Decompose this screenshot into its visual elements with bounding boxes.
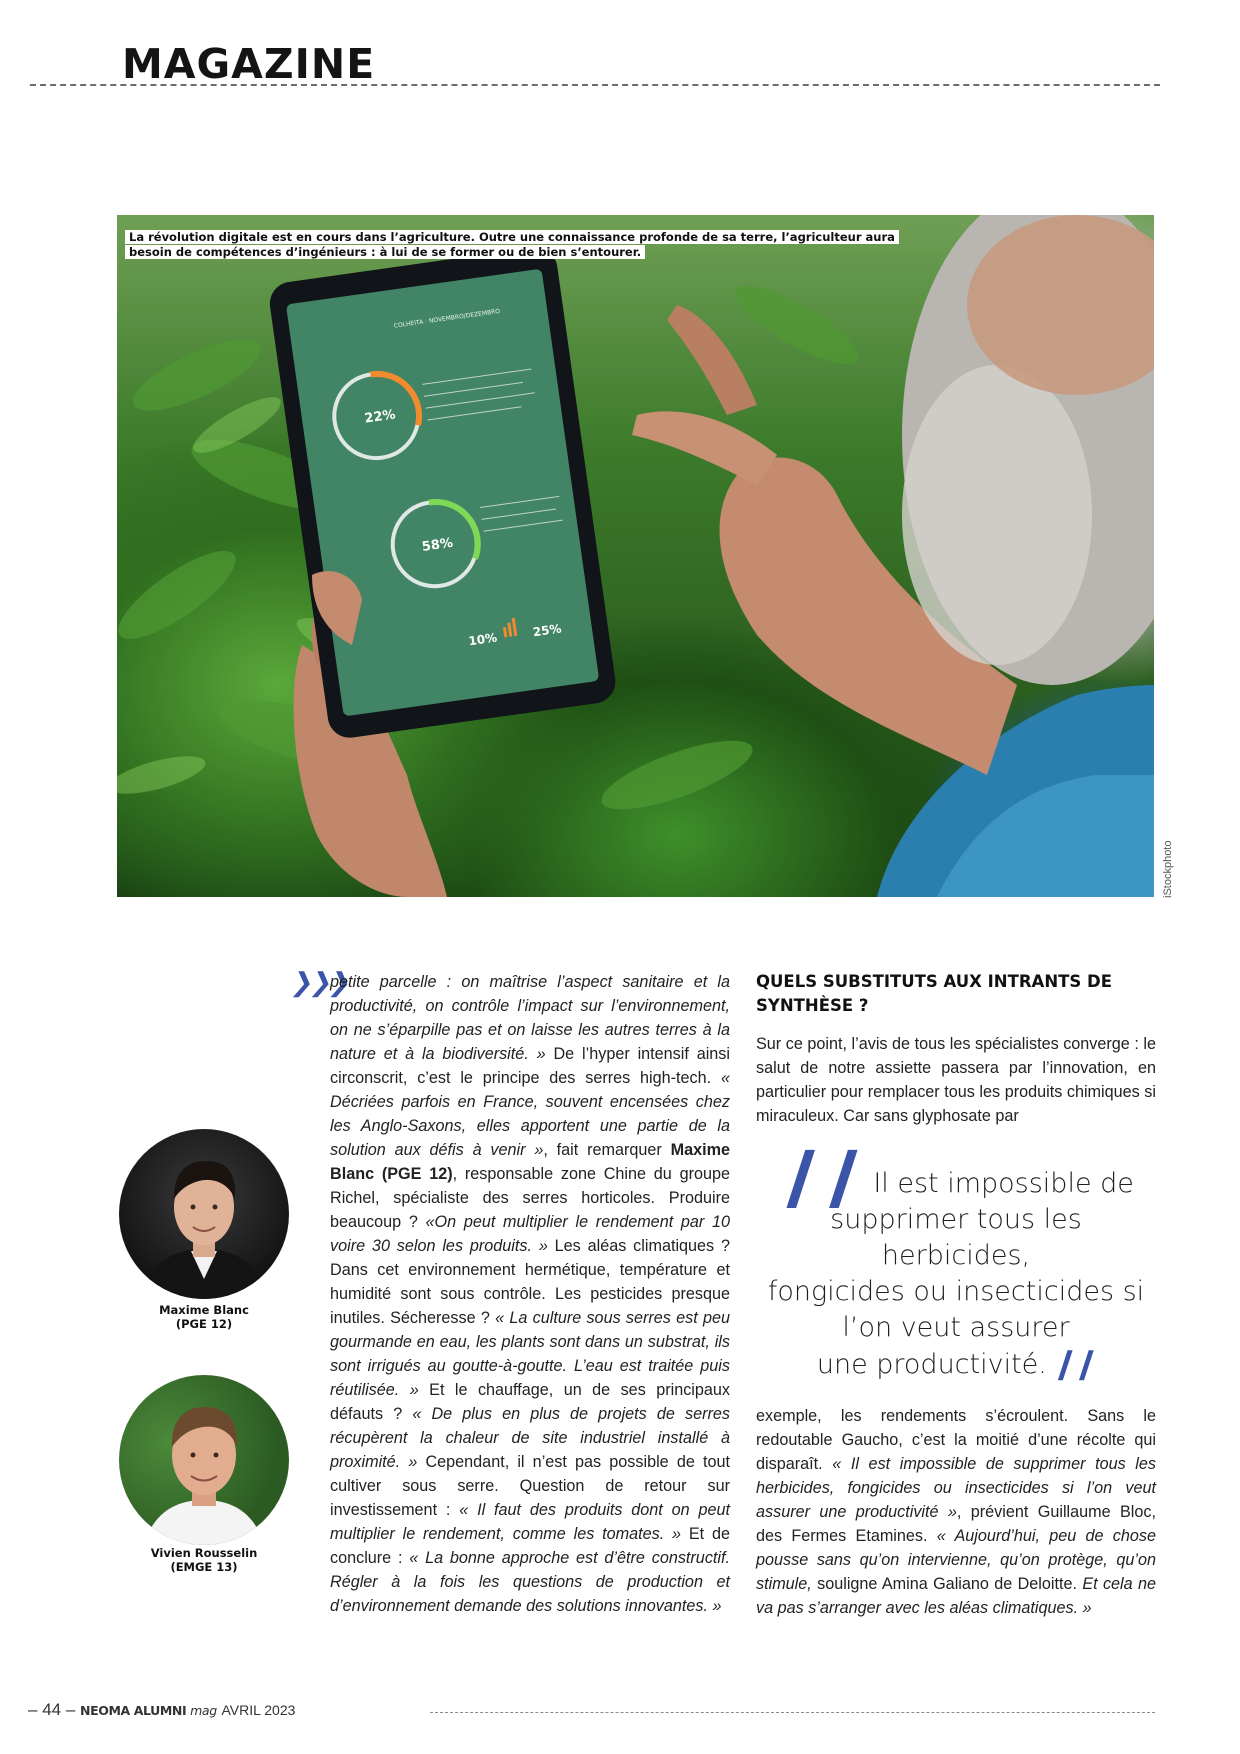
page-number: 44 xyxy=(42,1700,62,1719)
photo-caption xyxy=(125,230,899,260)
pull-quote-line-2: supprimer tous les herbicides, xyxy=(830,1204,1082,1271)
column-1-text: petite parcelle : on maîtrise l’aspect sanitaire et la productivité, on contrôle l’impact sur l’environnement, on ne s’éparpille pas et on laisse les autres terres à la nature et à la biodiversité. » De l’hyper intensif ainsi circonscrit, c’est le principe des serres high-tech. « Décriées parfois en France, souvent encensées chez les Anglo-Saxons, elles apportent une partie de la solution aux défis à venir », fait remarquer Maxime Blanc (PGE 12), responsable zone Chine du groupe Richel, spécialiste des serres horticoles. Produire beaucoup ? «On peut multiplier le rendement par 10 voire 30 selon les produits. » Les aléas climatiques ? Dans cet environnement hermétique, température et humidité sont sous contrôle. Les pesticides presque inutiles. Sécheresse ? « La culture sous serres est peu gourmande en eau, les plants sont dans un substrat, ils sont irrigués au goutte-à-goutte. L’eau est traitée puis réutilisée. » Et le chauffage, un de ses principaux défauts ? « De plus en plus de projets de serres récupèrent la chaleur de site industriel installé à proximité. » Cependant, il n’est pas possible de tout cultiver sous serre. Question de retour sur investissement : « Il faut des produits dont on peut multiplier le rendement, comme les tomates. » Et de conclure : « La bonne approche est d’être constructif. Régler à la fois les questions de production et d’environnement demande des solutions innovantes. » xyxy=(330,973,731,1615)
person-mention: Maxime Blanc (PGE 12) xyxy=(330,1141,730,1183)
column-2-text-bottom: exemple, les rendements s’écroulent. Sans le redoutable Gaucho, c’est la moitié d’une récolte qui disparaît. « Il est impossible de supprimer tous les herbicides, fongicides ou insecticides si l’on veut assurer une productivité », prévient Guillaume Bloc, des Fermes Etamines. « Aujourd’hui, peu de chose pousse sans qu’on intervienne, qu’on protège, qu’on stimule, souligne Amina Galiano de Deloitte. Et cela ne va pas s’arranger avec les aléas climatiques. » xyxy=(756,1407,1156,1617)
person-tag: (PGE 12) xyxy=(175,1317,233,1331)
caption-line-2: besoin de compétences d’ingénieurs : à lui de se former ou de bien s’entourer. xyxy=(125,245,645,259)
person-name: Maxime Blanc xyxy=(159,1303,249,1317)
article-column-2-bottom xyxy=(756,1404,1156,1620)
article-column-2-top xyxy=(756,1032,1156,1128)
column-2-text-top: Sur ce point, l’avis de tous les spécialistes converge : le salut de notre assiette passera par l’innovation, en particulier pour remplacer tous les produits chimiques si miraculeux. Car sans glyphosate par xyxy=(756,1035,1156,1125)
pull-quote-line-5: une productivité. xyxy=(816,1349,1047,1380)
section-title: MAGAZINE xyxy=(122,40,376,88)
tablet-gauge-1: 22% xyxy=(363,407,397,427)
pull-quote-line-3: fongicides ou insecticides si xyxy=(767,1276,1145,1307)
person-tag: (EMGE 13) xyxy=(170,1560,238,1574)
caption-maxime-blanc xyxy=(119,1303,289,1331)
photo-illustration xyxy=(117,215,1154,897)
pull-quote-line-1: Il est impossible de xyxy=(873,1168,1134,1199)
tablet-gauge-2: 58% xyxy=(420,535,454,555)
tablet-stat-1: 10% xyxy=(467,630,498,649)
issue-date: AVRIL 2023 xyxy=(221,1702,296,1718)
page-dash-right: – xyxy=(61,1700,81,1719)
footer-divider xyxy=(430,1712,1155,1713)
avatar-vivien-rousselin xyxy=(119,1375,289,1545)
open-quote-icon: ❙❙ xyxy=(767,1140,875,1208)
article-column-1 xyxy=(330,970,730,1618)
tablet-header: COLHEITA · NOVEMBRO/DEZEMBRO xyxy=(393,307,501,330)
close-quote-icon: ❙❙ xyxy=(1047,1346,1102,1381)
brand-name: NEOMA ALUMNI mag xyxy=(80,1703,217,1718)
header-divider xyxy=(30,84,1160,86)
avatar-maxime-blanc xyxy=(119,1129,289,1299)
tablet-stat-2: 25% xyxy=(531,621,563,640)
pull-quote xyxy=(756,1140,1156,1383)
caption-line-1: La révolution digitale est en cours dans l’agriculture. Outre une connaissance profonde de sa terre, l’agriculteur aura xyxy=(125,230,899,244)
hero-photo xyxy=(117,215,1154,897)
page-dash-left: – xyxy=(28,1700,43,1719)
person-name: Vivien Rousselin xyxy=(150,1546,258,1560)
photo-credit: iStockphoto xyxy=(1162,840,1174,898)
portrait-illustration-2 xyxy=(119,1375,289,1545)
quote-continuation-icon: ❯❯❯ xyxy=(288,968,352,998)
section-heading: QUELS SUBSTITUTS AUX INTRANTS DE SYNTHÈSE ? xyxy=(756,972,1112,1015)
page-footer xyxy=(28,1700,295,1720)
caption-vivien-rousselin xyxy=(119,1546,289,1574)
portrait-illustration-1 xyxy=(119,1129,289,1299)
pull-quote-line-4: l’on veut assurer xyxy=(842,1312,1070,1343)
